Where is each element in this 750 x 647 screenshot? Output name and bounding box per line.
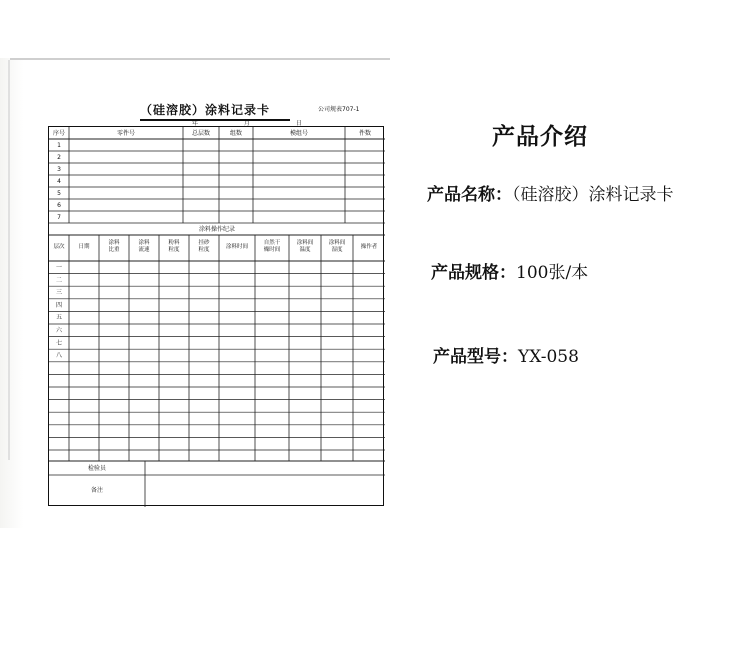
product-spec-value: 100张/本: [516, 263, 589, 283]
operation-layer-label: 八: [55, 352, 62, 360]
operation-header-cell: 涂料时间: [225, 244, 248, 250]
top-row-number: 2: [57, 154, 61, 161]
form-grid: [49, 127, 385, 507]
product-spec-label: 产品规格：: [431, 263, 516, 283]
operation-header-cell: 日期: [78, 244, 90, 250]
top-row-number: 5: [57, 190, 61, 197]
operation-layer-label: 四: [55, 301, 62, 309]
operation-header-cell: 层次: [53, 244, 65, 250]
product-intro-heading: 产品介绍: [492, 123, 588, 150]
top-row-number: 1: [57, 142, 61, 149]
inspector-label: 检验员: [87, 465, 106, 472]
operation-layer-label: 三: [55, 289, 62, 297]
top-row-number: 4: [57, 178, 61, 185]
form-title: （硅溶胶）涂料记录卡: [140, 101, 290, 121]
operation-header-cell: 涂料 比重: [108, 240, 120, 253]
operation-layer-label: 五: [55, 314, 62, 322]
product-spec-line: [431, 258, 588, 283]
product-model-label: 产品型号：: [433, 347, 518, 367]
coating-record-form: [48, 126, 384, 506]
top-row-number: 3: [57, 166, 61, 173]
form-code: 公司规表707-1: [318, 106, 360, 113]
operation-layer-label: 二: [55, 276, 62, 284]
product-name-label: 产品名称：: [427, 185, 512, 205]
top-row-number: 7: [57, 214, 61, 221]
top-header-cell: 序号: [52, 130, 65, 137]
product-model-line: [433, 342, 579, 367]
operation-header-cell: 挂砂 粒度: [198, 240, 210, 253]
operation-header-cell: 粉料 粒度: [168, 240, 180, 253]
top-header-cell: 模组号: [289, 130, 308, 137]
product-model-value: YX-058: [518, 347, 579, 367]
product-name-value: （硅溶胶）涂料记录卡: [512, 185, 674, 205]
operation-header-cell: 自然干 燥时间: [263, 240, 281, 253]
operation-layer-label: 一: [55, 264, 62, 271]
top-header-cell: 组数: [229, 130, 242, 137]
operation-layer-label: 七: [55, 339, 62, 347]
operation-layer-label: 六: [55, 327, 62, 334]
operation-header-cell: 涂料 流速: [138, 240, 150, 253]
operation-header-cell: 涂料间 温度: [296, 240, 314, 253]
section-title: 涂料操作纪录: [198, 226, 235, 233]
operation-header-cell: 操作者: [360, 244, 378, 250]
scan-edge: [8, 60, 10, 460]
top-header-cell: 件数: [358, 130, 371, 137]
top-row-number: 6: [57, 202, 61, 209]
remarks-label: 备注: [90, 487, 103, 494]
operation-header-cell: 涂料间 湿度: [328, 240, 346, 253]
product-name-line: [427, 180, 674, 205]
scan-edge: [10, 58, 390, 60]
top-header-cell: 零件号: [116, 130, 135, 137]
top-header-cell: 总层数: [191, 130, 210, 137]
date-line: 年 月 日: [192, 120, 324, 127]
